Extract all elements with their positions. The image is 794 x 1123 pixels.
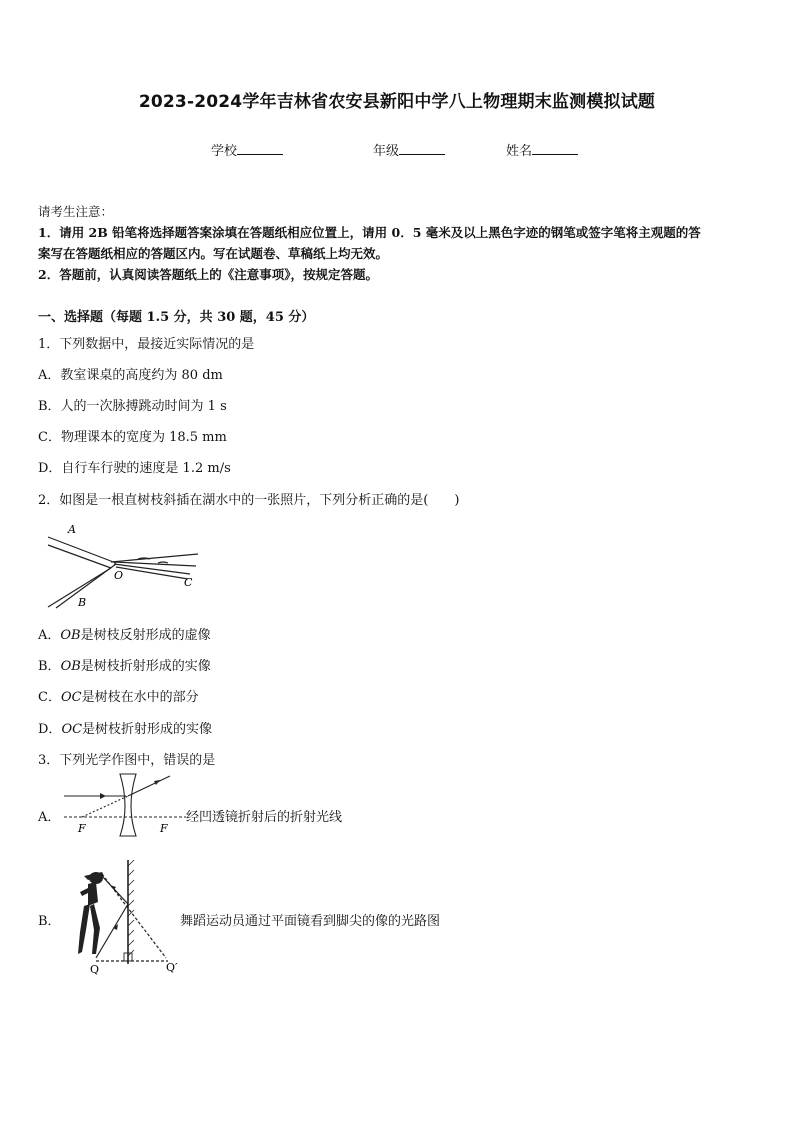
q3-concave-lens-figure	[60, 772, 190, 838]
ripple-2	[158, 562, 168, 563]
notice-item1-line2: 案写在答题纸相应的答题区内。写在试题卷、草稿纸上均无效。	[38, 246, 389, 261]
q3-plane-mirror-figure	[58, 858, 188, 980]
grade-label: 年级	[373, 144, 400, 159]
water-surface-line	[111, 554, 198, 562]
q2-option-c: C．OC是树枝在水中的部分	[38, 690, 199, 705]
notice-item2: 2．答题前，认真阅读答题纸上的《注意事项》，按规定答题。	[38, 267, 378, 282]
school-label: 学校	[211, 144, 238, 159]
q2-option-d: D．OC是树枝折射形成的实像	[38, 722, 213, 737]
label-a: A	[68, 523, 76, 536]
q2-stem: 2．如图是一根直树枝斜插在湖水中的一张照片，下列分析正确的是( )	[38, 493, 460, 508]
label-f-left: F	[78, 822, 86, 835]
q2-option-b: B．OB是树枝折射形成的实像	[38, 659, 211, 674]
q1-option-c: C．物理课本的宽度为 18.5 mm	[38, 430, 227, 445]
school-field	[211, 140, 283, 159]
label-f-right: F	[160, 822, 168, 835]
q3-option-b-prefix: B．	[38, 914, 61, 929]
q1-option-a: A．教室课桌的高度约为 80 dm	[38, 368, 223, 383]
notice-item1-line1: 1．请用 2B 铅笔将选择题答案涂填在答题纸相应位置上，请用 0．5 毫米及以上黑色字迹的钢笔或签字笔将主观题的答	[38, 225, 701, 240]
concave-lens	[120, 774, 136, 836]
name-field	[506, 140, 578, 159]
label-q-prime: Q′	[166, 961, 178, 974]
label-c: C	[184, 576, 193, 589]
reflected-ray-b	[102, 876, 128, 904]
name-blank	[532, 142, 578, 155]
grade-field	[373, 140, 445, 159]
q3-option-a-prefix: A．	[38, 810, 61, 825]
arrow-refracted	[154, 780, 160, 785]
grade-blank	[399, 142, 445, 155]
q1-option-b: B．人的一次脉搏跳动时间为 1 s	[38, 399, 227, 414]
q1-option-d: D．自行车行驶的速度是 1.2 m/s	[38, 461, 231, 476]
arrow-incident	[100, 793, 106, 799]
label-q: Q	[90, 963, 100, 976]
mirror-hatching	[128, 860, 134, 956]
q3-option-a-caption: 经凹透镜折射后的折射光线	[186, 810, 343, 825]
q3-stem: 3．下列光学作图中，错误的是	[38, 753, 216, 768]
label-b: B	[78, 596, 87, 609]
name-label: 姓名	[506, 144, 533, 159]
label-o: O	[114, 569, 124, 582]
extension-line	[82, 796, 128, 817]
dancer-figure	[78, 872, 104, 954]
incident-ray-b	[96, 904, 128, 958]
page-title: 2023-2024学年吉林省农安县新阳中学八上物理期末监测模拟试题	[138, 92, 656, 112]
q3-option-b-caption: 舞蹈运动员通过平面镜看到脚尖的像的光路图	[180, 914, 441, 929]
branch-upper-line-1	[48, 537, 116, 563]
school-blank	[237, 142, 283, 155]
section-heading: 一、选择题（每题 1.5 分，共 30 题，45 分）	[38, 310, 315, 325]
notice-heading: 请考生注意：	[38, 204, 114, 219]
q1-stem: 1．下列数据中，最接近实际情况的是	[38, 337, 255, 352]
q2-option-a: A．OB是树枝反射形成的虚像	[38, 628, 211, 643]
q2-branch-figure	[38, 518, 208, 612]
